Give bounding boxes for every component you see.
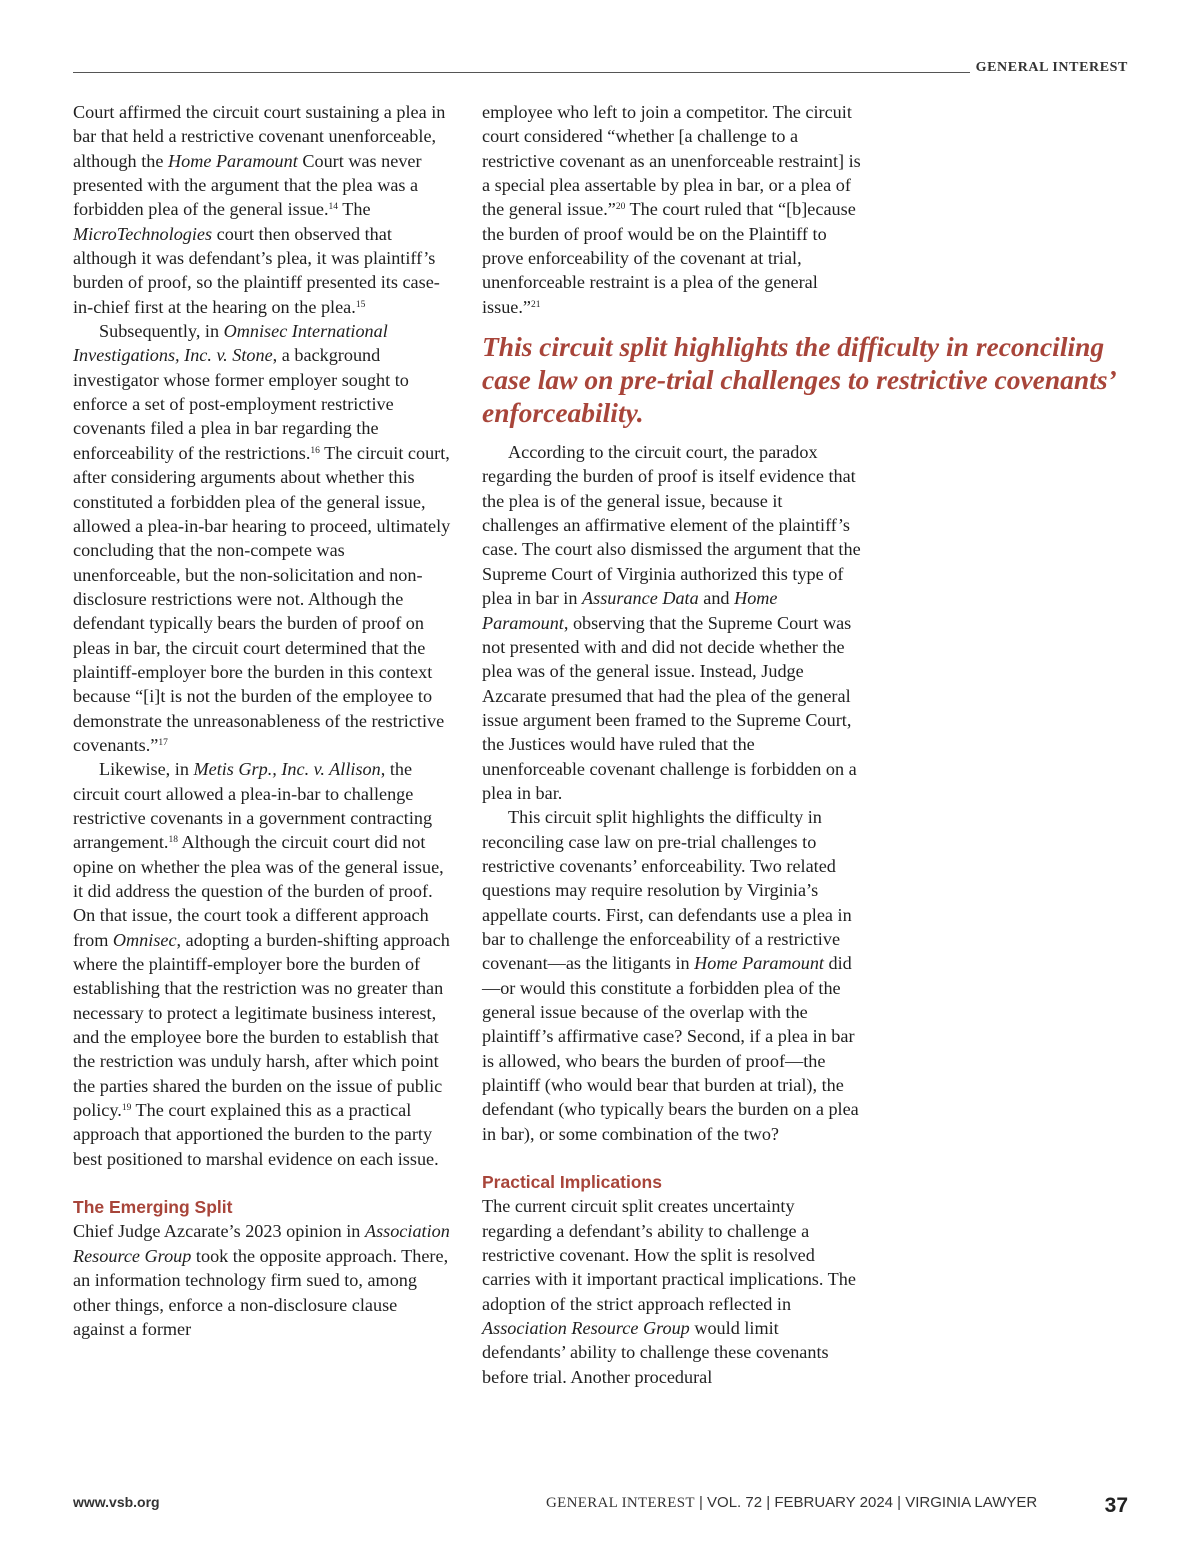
- page-number: 37: [1104, 1494, 1128, 1517]
- pull-quote: This circuit split highlights the difficulty in reconciling case law on pre-trial challenges to restrictive covenants’ enforceability.: [482, 331, 1115, 429]
- paragraph: employee who left to join a competitor. The circuit court considered “whether [a challenge to a restrictive covenant as an unenforceable restraint] is a special plea assertable by plea in bar, or a plea of the general issue.”$^{20}$ The court ruled that “[b]ecause the burden of proof would be on the Plaintiff to prove enforceability of the covenant at trial, unenforceable restraint is a plea of the general issue.”$^{21}$: [482, 102, 861, 317]
- paragraph: Subsequently, in Omnisec International Investigations, Inc. v. Stone, a background investigator whose former employer sought to enforce a set of post-employment restrictive covenants filed a plea in bar regarding the enforceability of the restrictions.$^{16}$ The circuit court, after considering arguments about whether this constituted a forbidden plea of the general issue, allowed a plea-in-bar hearing to proceed, ultimately concluding that the non-compete was unenforceable, but the non-solicitation and non-disclosure restrictions were not. Although the defendant typically bears the burden of proof on pleas in bar, the circuit court determined that the plaintiff-employer bore the burden in this context because “[i]t is not the burden of the employee to demonstrate the unreasonableness of the restrictive covenants.”$^{17}$: [73, 321, 451, 755]
- paragraph: The current circuit split creates uncertainty regarding a defendant’s ability to challenge a restrictive covenant. How the split is resolved carries with it important practical implications. The adoption of the strict approach reflected in Association Resource Group would limit defendants’ ability to challenge these covenants before trial. Another procedural: [482, 1196, 856, 1387]
- footnote-ref: 19: [121, 1103, 132, 1114]
- footnote-ref: 21: [531, 299, 541, 310]
- case-name: Assurance Data: [582, 588, 699, 609]
- footer-section: GENERAL INTEREST: [546, 1495, 695, 1511]
- footer-publication-info: GENERAL INTEREST | VOL. 72 | FEBRUARY 2024 | VIRGINIA LAWYER: [546, 1494, 1038, 1511]
- paragraph: Chief Judge Azcarate’s 2023 opinion in Association Resource Group took the opposite approach. There, an information technology firm sued to, among other things, enforce a non-disclosure clause against a former: [73, 1221, 450, 1339]
- case-name: MicroTechnologies: [73, 223, 213, 244]
- header-rule: [73, 72, 970, 73]
- paragraph: According to the circuit court, the paradox regarding the burden of proof is itself evidence that the plea is of the general issue, because it challenges an affirmative element of the plaintiff’s case. The court also dismissed the argument that the Supreme Court of Virginia authorized this type of plea in bar in Assurance Data and Home Paramount, observing that the Supreme Court was not presented with and did not decide whether the plea was of the general issue. Instead, Judge Azcarate presumed that had the plea of the general issue argument been framed to the Supreme Court, the Justices would have ruled that the unenforceable covenant challenge is forbidden on a plea in bar.: [482, 442, 861, 803]
- section-heading: Practical Implications: [482, 1172, 662, 1193]
- case-name: Omnisec: [112, 929, 177, 950]
- footnote-ref: 14: [328, 202, 339, 213]
- case-name: Omnisec International Investigations, Inc. v. Stone: [73, 321, 388, 366]
- paragraph: Court affirmed the circuit court sustaining a plea in bar that held a restrictive covenant unenforceable, although the Home Paramount Court was never presented with the argument that the plea was a forbidden plea of the general issue.$^{14}$ The MicroTechnologies court then observed that although it was defendant’s plea, it was plaintiff’s burden of proof, so the plaintiff presented its case-in-chief first at the hearing on the plea.$^{15}$: [73, 102, 446, 317]
- running-header: GENERAL INTEREST: [975, 60, 1128, 75]
- case-name: Home Paramount: [167, 150, 298, 171]
- left-column: [73, 100, 453, 1341]
- footer-date: FEBRUARY 2024: [774, 1494, 894, 1511]
- case-name: Home Paramount: [482, 588, 778, 633]
- footer-website-link[interactable]: www.vsb.org: [73, 1494, 160, 1510]
- paragraph: Likewise, in Metis Grp., Inc. v. Allison, the circuit court allowed a plea-in-bar to challenge restrictive covenants in a government contracting arrangement.$^{18}$ Although the circuit court did not opine on whether the plea was of the general issue, it did address the question of the burden of proof. On that issue, the court took a different approach from Omnisec, adopting a burden-shifting approach where the plaintiff-employer bore the burden of establishing that the restriction was no greater than necessary to protect a legitimate business interest, and the employee bore the burden to establish that the restriction was unduly harsh, after which point the parties shared the burden on the issue of public policy.$^{19}$ The court explained this as a practical approach that apportioned the burden to the party best positioned to marshal evidence on each issue.: [73, 759, 450, 1169]
- paragraph: This circuit split highlights the difficulty in reconciling case law on pre-trial challenges to restrictive covenants’ enforceability. Two related questions may require resolution by Virginia’s appellate courts. First, can defendants use a plea in bar to challenge the enforceability of a restrictive covenant—as the litigants in Home Paramount did—or would this constitute a forbidden plea of the general issue because of the overlap with the plaintiff’s affirmative case? Second, if a plea in bar is allowed, who bears the burden of proof—the plaintiff (who would bear that burden at trial), the defendant (who typically bears the burden on a plea in bar), or some combination of the two?: [482, 807, 859, 1144]
- right-column: [482, 100, 1115, 1389]
- footnote-ref: 16: [310, 445, 320, 456]
- case-name: Association Resource Group: [482, 1318, 690, 1339]
- footer-publication: VIRGINIA LAWYER: [905, 1494, 1038, 1511]
- case-name: Home Paramount: [694, 953, 824, 974]
- section-heading: The Emerging Split: [73, 1197, 233, 1218]
- footnote-ref: 18: [168, 835, 178, 846]
- footnote-ref: 15: [355, 299, 366, 310]
- case-name: Association Resource Group: [73, 1221, 450, 1266]
- footer-volume: VOL. 72: [707, 1494, 763, 1511]
- footnote-ref: 20: [615, 202, 626, 213]
- footnote-ref: 17: [158, 737, 168, 748]
- case-name: Metis Grp., Inc. v. Allison: [193, 759, 381, 780]
